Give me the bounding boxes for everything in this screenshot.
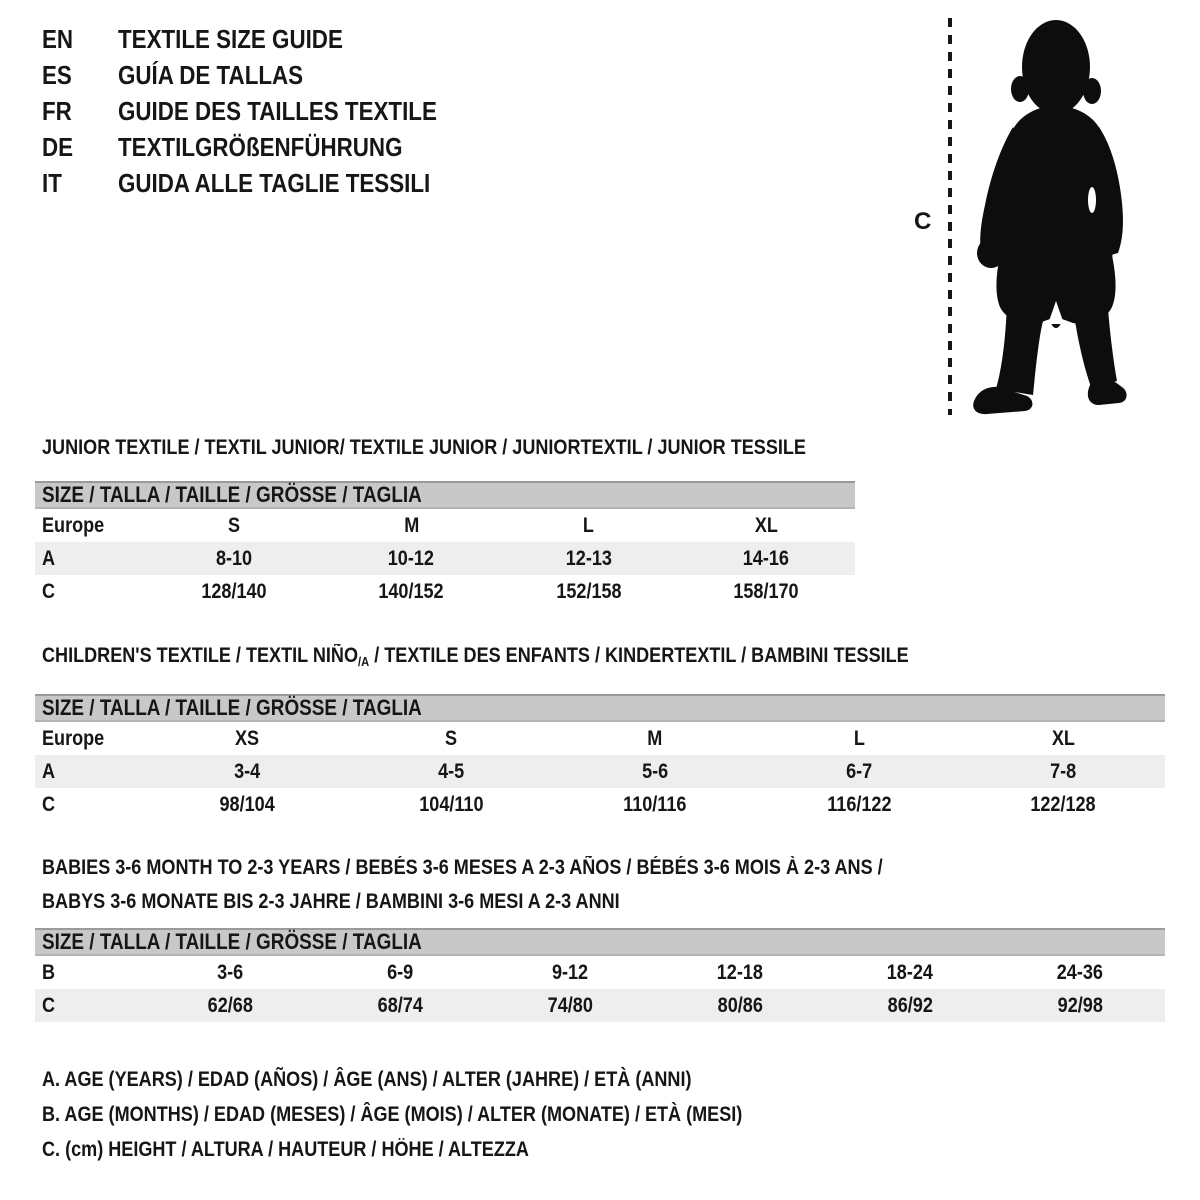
row-label: A [42, 546, 56, 570]
row-label: Europe [42, 726, 105, 750]
legend-notes [42, 1062, 856, 1167]
size-cell: 92/98 [1057, 993, 1103, 1017]
size-cell: 152/158 [556, 579, 622, 603]
table-row-a [35, 542, 855, 575]
junior-size-table [35, 481, 855, 608]
row-label: C [42, 579, 56, 603]
size-cell: 158/170 [733, 579, 799, 603]
junior-size-header-bar: SIZE / TALLA / TAILLE / GRÖSSE / TAGLIA [35, 481, 855, 509]
size-cell: 14-16 [743, 546, 790, 570]
size-cell: 6-7 [845, 759, 873, 783]
size-cell: 98/104 [219, 792, 275, 816]
size-cell: M [647, 726, 663, 750]
size-cell: 3-4 [233, 759, 261, 783]
lang-code-de: DE [42, 132, 74, 162]
note-b: B. AGE (MONTHS) / EDAD (MESES) / ÂGE (MOIS) / ALTER (MONATE) / ETÀ (MESI) [42, 1103, 743, 1126]
size-cell: 128/140 [201, 579, 267, 603]
toddler-silhouette [963, 15, 1143, 415]
size-cell: L [583, 513, 595, 537]
size-cell: 12-18 [716, 960, 764, 984]
children-size-table [35, 694, 1165, 821]
lang-row-en [42, 24, 489, 60]
lang-row-es [42, 60, 489, 96]
lang-code-en: EN [42, 24, 74, 54]
size-cell: 74/80 [547, 993, 593, 1017]
lang-code-it: IT [42, 168, 62, 198]
section-children-textile [35, 645, 1165, 821]
table-row-europe [35, 722, 1165, 755]
size-cell: 62/68 [207, 993, 253, 1017]
lang-code-es: ES [42, 60, 72, 90]
height-measure-label: C [914, 208, 932, 235]
table-row-b [35, 956, 1165, 989]
lang-title-it: GUIDA ALLE TAGLIE TESSILI [118, 168, 431, 198]
section-junior-textile [35, 437, 855, 608]
height-dashed-line [948, 18, 952, 415]
babies-section-title [42, 851, 1165, 919]
babies-size-table [35, 928, 1165, 1022]
row-label: B [42, 960, 56, 984]
size-cell: M [403, 513, 419, 537]
row-label: C [42, 993, 56, 1017]
size-cell: XL [1051, 726, 1075, 750]
children-section-title: CHILDREN'S TEXTILE / TEXTIL NIÑO/A / TEXTILE DES ENFANTS / KINDERTEXTIL / BAMBINI TESSILE [42, 644, 909, 669]
table-row-c [35, 575, 855, 608]
table-row-c [35, 989, 1165, 1022]
size-cell: XL [754, 513, 778, 537]
size-cell: 140/152 [378, 579, 444, 603]
lang-title-en: TEXTILE SIZE GUIDE [118, 24, 343, 54]
size-cell: XS [234, 726, 260, 750]
size-cell: 3-6 [216, 960, 244, 984]
lang-title-de: TEXTILGRÖßENFÜHRUNG [118, 132, 403, 162]
lang-row-de [42, 132, 489, 168]
size-cell: 6-9 [386, 960, 414, 984]
size-cell: 24-36 [1056, 960, 1104, 984]
size-cell: 104/110 [418, 792, 484, 816]
junior-section-title: JUNIOR TEXTILE / TEXTIL JUNIOR/ TEXTILE JUNIOR / JUNIORTEXTIL / JUNIOR TESSILE [42, 436, 806, 459]
size-cell: 18-24 [886, 960, 934, 984]
size-cell: S [227, 513, 240, 537]
size-cell: 110/116 [623, 792, 687, 816]
note-a: A. AGE (YEARS) / EDAD (AÑOS) / ÂGE (ANS) / ALTER (JAHRE) / ETÀ (ANNI) [42, 1068, 692, 1091]
note-c: C. (cm) HEIGHT / ALTURA / HAUTEUR / HÖHE / ALTEZZA [42, 1138, 529, 1161]
babies-title-line1: BABIES 3-6 MONTH TO 2-3 YEARS / BEBÉS 3-6 MESES A 2-3 AÑOS / BÉBÉS 3-6 MOIS À 2-3 ANS / [42, 856, 883, 879]
row-label: C [42, 792, 56, 816]
table-row-europe [35, 509, 855, 542]
children-table-rows [35, 722, 1165, 821]
language-title-block [42, 24, 489, 204]
row-label: A [42, 759, 56, 783]
size-cell: 122/128 [1030, 792, 1096, 816]
size-cell: 5-6 [641, 759, 669, 783]
lang-title-es: GUÍA DE TALLAS [118, 60, 304, 90]
lang-row-it [42, 168, 489, 204]
size-cell: 4-5 [437, 759, 465, 783]
junior-table-rows [35, 509, 855, 608]
size-cell: 7-8 [1049, 759, 1077, 783]
size-cell: 116/122 [826, 792, 892, 816]
lang-code-fr: FR [42, 96, 72, 126]
size-cell: 68/74 [377, 993, 423, 1017]
size-cell: 80/86 [717, 993, 763, 1017]
lang-row-fr [42, 96, 489, 132]
size-cell: 10-12 [388, 546, 435, 570]
size-cell: 86/92 [887, 993, 933, 1017]
table-row-a [35, 755, 1165, 788]
section-babies-textile [35, 851, 1165, 1022]
row-label: Europe [42, 513, 105, 537]
size-cell: L [853, 726, 865, 750]
lang-title-fr: GUIDE DES TAILLES TEXTILE [118, 96, 437, 126]
size-cell: S [444, 726, 458, 750]
babies-title-line2: BABYS 3-6 MONATE BIS 2-3 JAHRE / BAMBINI 3-6 MESI A 2-3 ANNI [42, 890, 620, 913]
babies-size-header-bar: SIZE / TALLA / TAILLE / GRÖSSE / TAGLIA [35, 928, 1165, 956]
size-cell: 8-10 [215, 546, 252, 570]
size-cell: 9-12 [551, 960, 589, 984]
size-cell: 12-13 [565, 546, 612, 570]
children-size-header-bar: SIZE / TALLA / TAILLE / GRÖSSE / TAGLIA [35, 694, 1165, 722]
babies-table-rows [35, 956, 1165, 1022]
table-row-c [35, 788, 1165, 821]
